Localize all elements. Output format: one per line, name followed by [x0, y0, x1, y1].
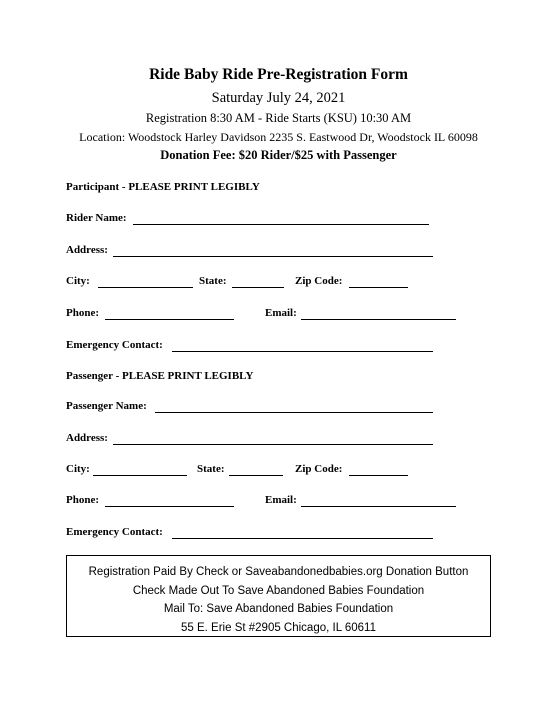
- participant-heading: Participant - PLEASE PRINT LEGIBLY: [66, 181, 260, 193]
- participant-emergency-field[interactable]: [172, 351, 433, 352]
- participant-phone-row: [66, 306, 446, 322]
- passenger-emergency-row: [66, 525, 446, 541]
- passenger-address-field[interactable]: [113, 444, 433, 445]
- participant-phone-label: Phone:: [66, 307, 99, 319]
- participant-address-field[interactable]: [113, 256, 433, 257]
- form-title: Ride Baby Ride Pre-Registration Form: [149, 66, 408, 83]
- donation-fee: Donation Fee: $20 Rider/$25 with Passenger: [160, 148, 397, 162]
- rider-name-row: [66, 211, 446, 227]
- participant-city-row: [66, 274, 446, 290]
- participant-email-label: Email:: [265, 307, 297, 319]
- participant-emergency-label: Emergency Contact:: [66, 339, 163, 351]
- passenger-address-label: Address:: [66, 432, 108, 444]
- passenger-emergency-field[interactable]: [172, 538, 433, 539]
- passenger-city-label: City:: [66, 463, 90, 475]
- passenger-state-label: State:: [197, 463, 225, 475]
- participant-city-field[interactable]: [98, 287, 193, 288]
- participant-zip-label: Zip Code:: [295, 275, 343, 287]
- rider-name-label: Rider Name:: [66, 212, 127, 224]
- participant-address-row: [66, 243, 446, 259]
- participant-phone-field[interactable]: [105, 319, 234, 320]
- rider-name-field[interactable]: [133, 224, 429, 225]
- participant-email-field[interactable]: [301, 319, 456, 320]
- check-payee-text: Check Made Out To Save Abandoned Babies Foundation: [132, 584, 425, 597]
- passenger-name-row: [66, 399, 446, 415]
- participant-address-label: Address:: [66, 244, 108, 256]
- participant-city-label: City:: [66, 275, 90, 287]
- passenger-name-label: Passenger Name:: [66, 400, 147, 412]
- event-date: Saturday July 24, 2021: [211, 90, 346, 106]
- passenger-city-field[interactable]: [93, 475, 187, 476]
- passenger-email-label: Email:: [265, 494, 297, 506]
- event-times: Registration 8:30 AM - Ride Starts (KSU) 10:30 AM: [145, 111, 412, 125]
- passenger-zip-label: Zip Code:: [295, 463, 343, 475]
- passenger-emergency-label: Emergency Contact:: [66, 526, 163, 538]
- mail-to-text: Mail To: Save Abandoned Babies Foundation: [163, 603, 394, 615]
- passenger-email-field[interactable]: [301, 506, 456, 507]
- passenger-city-row: [66, 462, 446, 478]
- participant-zip-field[interactable]: [349, 287, 408, 288]
- passenger-heading: Passenger - PLEASE PRINT LEGIBLY: [66, 370, 254, 382]
- participant-emergency-row: [66, 338, 446, 354]
- passenger-address-row: [66, 431, 446, 447]
- passenger-phone-label: Phone:: [66, 494, 99, 506]
- participant-state-label: State:: [199, 275, 227, 287]
- participant-state-field[interactable]: [232, 287, 284, 288]
- payment-method-text: Registration Paid By Check or Saveabandonedbabies.org Donation Button: [88, 566, 469, 578]
- passenger-phone-field[interactable]: [105, 506, 234, 507]
- payment-info-box: [66, 555, 491, 637]
- passenger-name-field[interactable]: [155, 412, 433, 413]
- passenger-state-field[interactable]: [229, 475, 283, 476]
- mailing-address-text: 55 E. Erie St #2905 Chicago, IL 60611: [181, 621, 376, 634]
- passenger-phone-row: [66, 493, 446, 509]
- event-location: Location: Woodstock Harley Davidson 2235 S. Eastwood Dr, Woodstock IL 60098: [79, 130, 478, 144]
- passenger-zip-field[interactable]: [349, 475, 408, 476]
